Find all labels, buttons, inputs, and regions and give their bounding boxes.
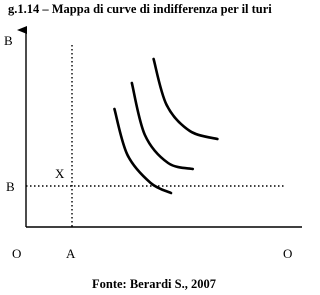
indifference-curves [114, 59, 217, 193]
point-x-label: X [55, 166, 65, 181]
indifference-curve-3 [154, 59, 218, 139]
reference-b-label: B [6, 179, 15, 194]
figure-source: Fonte: Berardi S., 2007 [92, 277, 216, 291]
x-axis-label: O [283, 246, 293, 261]
figure-title: g.1.14 – Mappa di curve di indifferenza per il turi [8, 2, 272, 16]
y-axis-label: B [4, 33, 13, 48]
origin-label: O [12, 246, 22, 261]
indifference-curve-1 [114, 109, 171, 193]
reference-a-label: A [66, 246, 76, 261]
